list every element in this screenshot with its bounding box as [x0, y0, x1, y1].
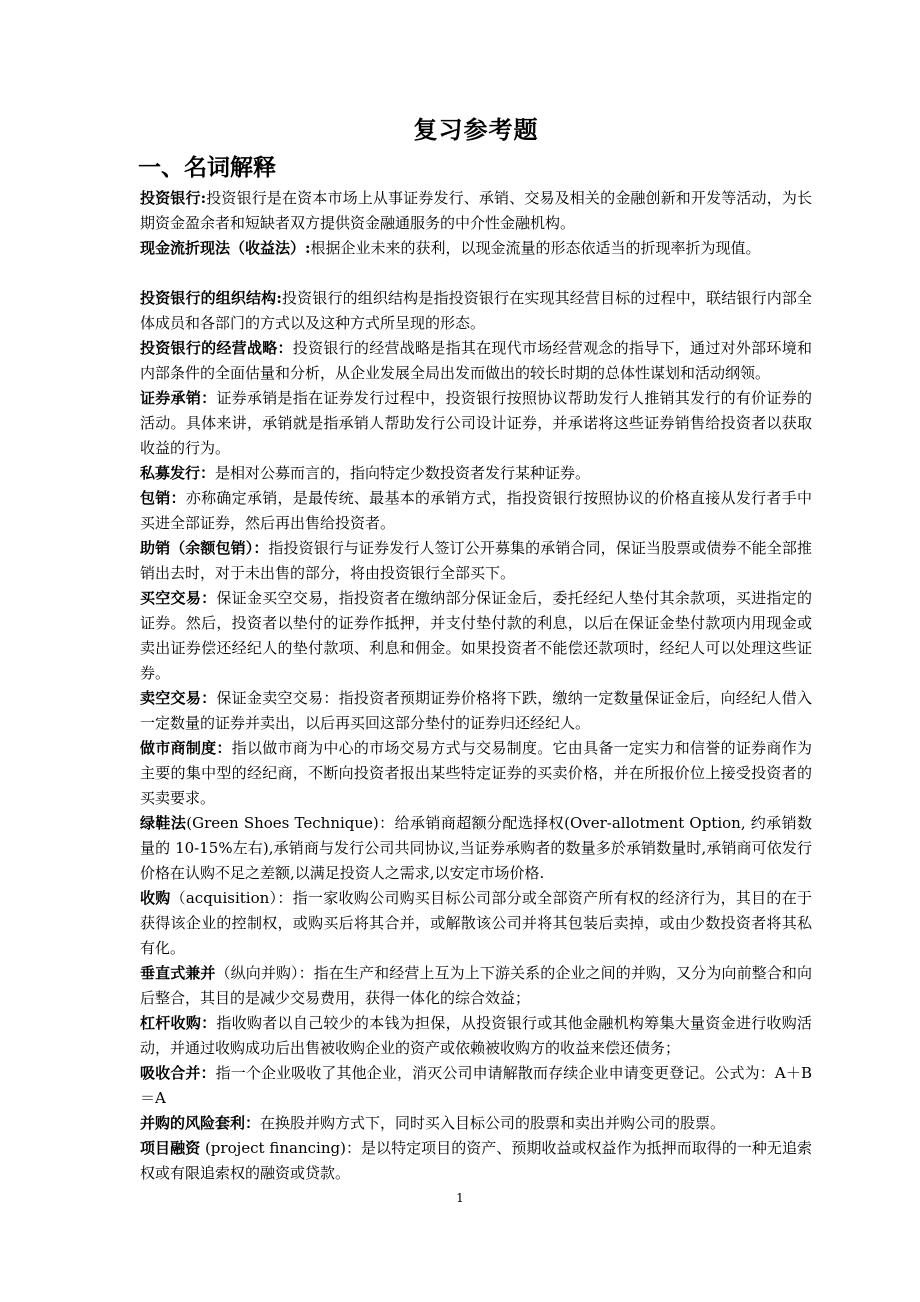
- definition-entry: [140, 1136, 812, 1186]
- definition-text: 是相对公募而言的，指向特定少数投资者发行某种证券。: [215, 464, 591, 482]
- definition-term: 项目融资: [140, 1139, 201, 1157]
- blank-line: [140, 261, 812, 286]
- definition-entry: [140, 686, 812, 736]
- definition-entry: [140, 286, 812, 336]
- definition-text: 亦称确定承销，是最传统、最基本的承销方式，指投资银行按照协议的价格直接从发行者手中买进全部证券，然后再出售给投资者。: [140, 489, 812, 532]
- definition-text: 指收购者以自己较少的本钱为担保，从投资银行或其他金融机构筹集大量资金进行收购活动，并通过收购成功后出售被收购企业的资产或依赖被收购方的收益来偿还债务；: [140, 1014, 812, 1057]
- definition-text: 投资银行的组织结构是指投资银行在实现其经营目标的过程中，联结银行内部全体成员和各部门的方式以及这种方式所呈现的形态。: [140, 289, 812, 332]
- definition-entry: [140, 236, 812, 261]
- definition-term: 包销：: [140, 489, 186, 507]
- definition-term: 助销（余额包销）：: [140, 539, 269, 557]
- definition-text: 指一个企业吸收了其他企业，消灭公司申请解散而存续企业申请变更登记。公式为：A＋B＝A: [140, 1064, 812, 1107]
- definition-text: 指以做市商为中心的市场交易方式与交易制度。它由具备一定实力和信誉的证券商作为主要的集中型的经纪商，不断向投资者报出某些特定证券的买卖价格，并在所报价位上接受投资者的买卖要求。: [140, 739, 812, 807]
- definition-entry: [140, 811, 812, 886]
- section-heading: 一、名词解释: [138, 154, 276, 181]
- definition-entry: [140, 336, 812, 386]
- definition-term: 私募发行：: [140, 464, 216, 482]
- definition-text: 保证金卖空交易：指投资者预期证券价格将下跌，缴纳一定数量保证金后，向经纪人借入一定数量的证券并卖出，以后再买回这部分垫付的证券归还经纪人。: [140, 689, 812, 732]
- definition-term: 做市商制度：: [140, 739, 232, 757]
- definition-text: 证券承销是指在证券发行过程中，投资银行按照协议帮助发行人推销其发行的有价证券的活动。具体来讲，承销就是指承销人帮助发行公司设计证券，并承诺将这些证券销售给投资者以获取收益的行为。: [140, 389, 812, 457]
- definition-entry: [140, 186, 812, 236]
- definition-text: 在换股并购方式下，同时买入目标公司的股票和卖出并购公司的股票。: [260, 1114, 726, 1132]
- definition-text: 根据企业未来的获利，以现金流量的形态依适当的折现率折为现值。: [310, 239, 761, 257]
- definition-text: (project financing)：是以特定项目的资产、预期收益或权益作为抵押而取得的一种无追索权或有限追索权的融资或贷款。: [140, 1139, 812, 1182]
- definition-entry: [140, 1061, 812, 1111]
- page-number: 1: [456, 1191, 464, 1205]
- definition-term: 并购的风险套利：: [140, 1114, 261, 1132]
- definition-term: 垂直式兼并: [140, 964, 216, 982]
- definition-term: 买空交易：: [140, 589, 217, 607]
- definition-entry: [140, 1011, 812, 1061]
- definition-term: 杠杆收购：: [140, 1014, 217, 1032]
- definition-text: 投资银行是在资本市场上从事证券发行、承销、交易及相关的金融创新和开发等活动，为长期资金盈余者和短缺者双方提供资金融通服务的中介性金融机构。: [140, 189, 812, 232]
- definition-term: 证券承销：: [140, 389, 217, 407]
- definition-entry: [140, 1111, 812, 1136]
- document-page: [140, 112, 812, 1186]
- definition-term: 卖空交易：: [140, 689, 217, 707]
- definition-term: 投资银行:: [140, 189, 207, 207]
- document-title: 复习参考题: [413, 115, 539, 144]
- definition-term: 现金流折现法（收益法）:: [140, 239, 311, 257]
- definition-entry: [140, 461, 812, 486]
- definition-text: (Green Shoes Technique)：给承销商超额分配选择权(Over-allotment Option, 约承销数量的 10-15%左右),承销商与发行公司共同协议,当证券承购者的数量多於承销数量时,承销商可依发行价格在认购不足之差额,以满足投资人之需求,以安定市场价格.: [140, 814, 812, 882]
- definition-text: （纵向并购）：指在生产和经营上互为上下游关系的企业之间的并购，又分为向前整合和向后整合，其目的是减少交易费用，获得一体化的综合效益；: [140, 964, 812, 1007]
- definition-term: 投资银行的组织结构:: [140, 289, 282, 307]
- definition-entry: [140, 386, 812, 461]
- definition-entry: [140, 886, 812, 961]
- definition-entry: [140, 486, 812, 536]
- definition-text: 投资银行的经营战略是指其在现代市场经营观念的指导下，通过对外部环境和内部条件的全面估量和分析，从企业发展全局出发而做出的较长时期的总体性谋划和活动纲领。: [140, 339, 812, 382]
- definition-term: 吸收合并：: [140, 1064, 216, 1082]
- definition-entry: [140, 536, 812, 586]
- definition-entry: [140, 586, 812, 686]
- definition-entry: [140, 736, 812, 811]
- definition-term: 投资银行的经营战略：: [140, 339, 293, 357]
- definition-text: （acquisition）：指一家收购公司购买目标公司部分或全部资产所有权的经济行为，其目的在于获得该企业的控制权，或购买后将其合并，或解散该公司并将其包装后卖掉，或由少数投资者将其私有化。: [140, 889, 812, 957]
- definition-text: 保证金买空交易，指投资者在缴纳部分保证金后，委托经纪人垫付其余款项，买进指定的证券。然后，投资者以垫付的证券作抵押，并支付垫付款的利息，以后在保证金垫付款项内用现金或卖出证券偿还经纪人的垫付款项、利息和佣金。如果投资者不能偿还款项时，经纪人可以处理这些证券。: [140, 589, 812, 682]
- definition-text: 指投资银行与证券发行人签订公开募集的承销合同，保证当股票或债券不能全部推销出去时，对于未出售的部分，将由投资银行全部买下。: [140, 539, 812, 582]
- definition-term: 收购: [140, 889, 171, 907]
- definition-term: 绿鞋法: [140, 814, 187, 832]
- definition-entry: [140, 961, 812, 1011]
